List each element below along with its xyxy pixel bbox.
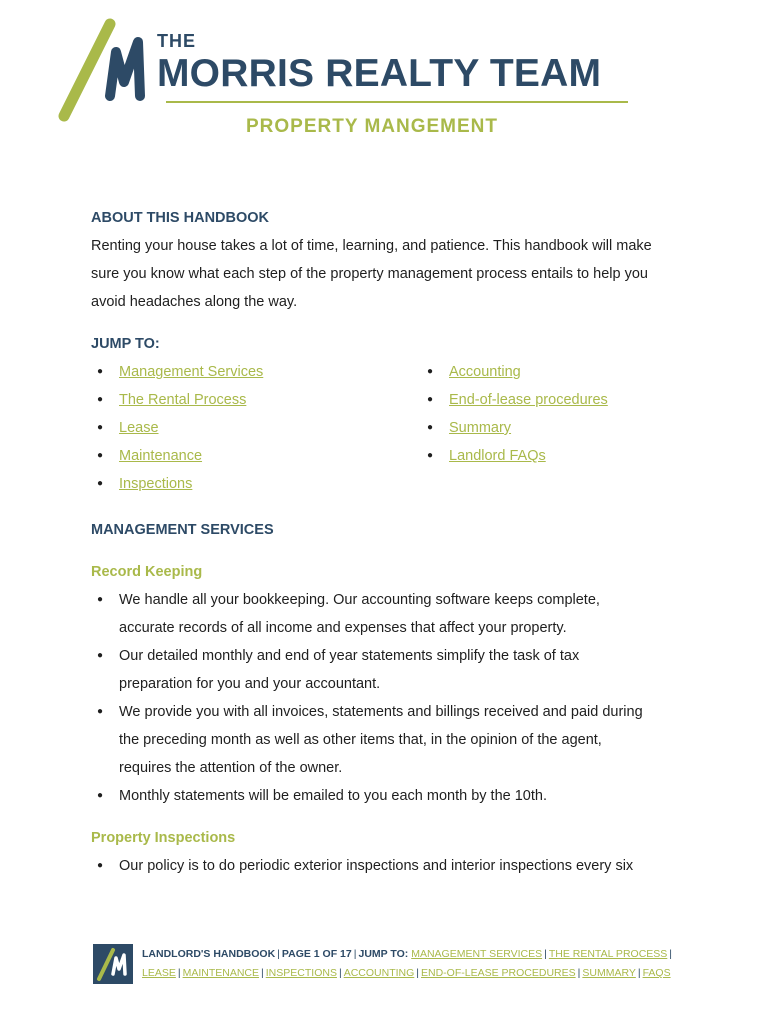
header (0, 0, 768, 150)
jump-column-right (421, 358, 608, 498)
link-accounting[interactable]: Accounting (449, 364, 521, 380)
link-landlord-faqs[interactable]: Landlord FAQs (449, 448, 546, 464)
footer-link-lease[interactable]: LEASE (142, 967, 176, 979)
list-item (91, 470, 421, 498)
footer-link-rental-process[interactable]: THE RENTAL PROCESS (548, 948, 668, 960)
footer-link-management-services[interactable]: MANAGEMENT SERVICES (411, 948, 543, 960)
footer-jump-label: JUMP TO: (358, 948, 409, 960)
morris-m-logo-icon (93, 944, 133, 984)
brand-name: MORRIS REALTY TEAM (157, 52, 602, 95)
list-item (91, 698, 681, 782)
footer-link-maintenance[interactable]: MAINTENANCE (182, 967, 260, 979)
about-heading: ABOUT THIS HANDBOOK (91, 210, 270, 226)
link-summary[interactable]: Summary (449, 420, 512, 436)
jump-heading: JUMP TO: (91, 336, 160, 352)
list-item (421, 442, 608, 470)
footer-logo (93, 944, 133, 984)
footer-link-faqs[interactable]: FAQS (642, 967, 671, 979)
footer-line-1: LANDLORD'S HANDBOOK | PAGE 1 OF 17 | JUMP TO: MANAGEMENT SERVICES | THE RENTAL PROCESS | (142, 948, 673, 960)
footer-link-end-of-lease[interactable]: END-OF-LEASE PROCEDURES (421, 967, 576, 979)
footer-line-2: LEASE | MAINTENANCE | INSPECTIONS | ACCOUNTING | END-OF-LEASE PROCEDURES | SUMMARY | FAQS (142, 967, 671, 979)
footer-nav (142, 945, 674, 983)
list-item (421, 386, 608, 414)
bullet-line: ● We provide you with all invoices, statements and billings received and paid during (119, 704, 643, 720)
footer-handbook-title: LANDLORD'S HANDBOOK (142, 948, 276, 960)
list-item (91, 782, 681, 810)
list-item (91, 442, 421, 470)
list-item (91, 642, 681, 698)
bullet-line: requires the attention of the owner. (119, 760, 343, 776)
bullet-line: ● Our detailed monthly and end of year statements simplify the task of tax (119, 648, 580, 664)
link-lease[interactable]: Lease (119, 420, 159, 436)
footer-link-summary[interactable]: SUMMARY (582, 967, 636, 979)
list-item (91, 586, 681, 642)
link-management-services[interactable]: Management Services (119, 364, 264, 380)
list-item (91, 386, 421, 414)
list-item (421, 358, 608, 386)
list-item (91, 852, 681, 880)
bullet-line: ● Monthly statements will be emailed to you each month by the 10th. (119, 788, 547, 804)
jump-to-list (91, 358, 681, 498)
list-item (421, 414, 608, 442)
property-inspections-heading: Property Inspections (91, 830, 236, 846)
list-item (91, 414, 421, 442)
document-body (91, 204, 681, 880)
brand-divider (166, 101, 628, 103)
bullet-line: ● Our policy is to do periodic exterior inspections and interior inspections every six (119, 858, 634, 874)
footer-link-inspections[interactable]: INSPECTIONS (265, 967, 337, 979)
link-rental-process[interactable]: The Rental Process (119, 392, 247, 408)
list-item (91, 358, 421, 386)
link-end-of-lease[interactable]: End-of-lease procedures (449, 392, 608, 408)
bullet-line: accurate records of all income and expenses that affect your property. (119, 620, 567, 636)
page-footer (93, 944, 693, 986)
bullet-line: ● We handle all your bookkeeping. Our accounting software keeps complete, (119, 592, 600, 608)
footer-page-number: PAGE 1 OF 17 (281, 948, 352, 960)
record-keeping-heading: Record Keeping (91, 564, 203, 580)
brand-subtitle: PROPERTY MANGEMENT (246, 116, 499, 137)
bullet-line: preparation for you and your accountant. (119, 676, 381, 692)
record-keeping-list (91, 586, 681, 810)
about-line-2: sure you know what each step of the property management process entails to help you (91, 266, 648, 282)
property-inspections-list (91, 852, 681, 880)
about-line-1: Renting your house takes a lot of time, learning, and patience. This handbook will make (91, 238, 652, 254)
link-inspections[interactable]: Inspections (119, 476, 193, 492)
brand-the: THE (157, 31, 196, 51)
bullet-line: the preceding month as well as other items that, in the opinion of the agent, (119, 732, 602, 748)
footer-link-accounting[interactable]: ACCOUNTING (343, 967, 415, 979)
morris-m-logo-icon (58, 18, 148, 124)
link-maintenance[interactable]: Maintenance (119, 448, 203, 464)
jump-column-left (91, 358, 421, 498)
management-heading: MANAGEMENT SERVICES (91, 522, 274, 538)
about-line-3: avoid headaches along the way. (91, 294, 298, 310)
